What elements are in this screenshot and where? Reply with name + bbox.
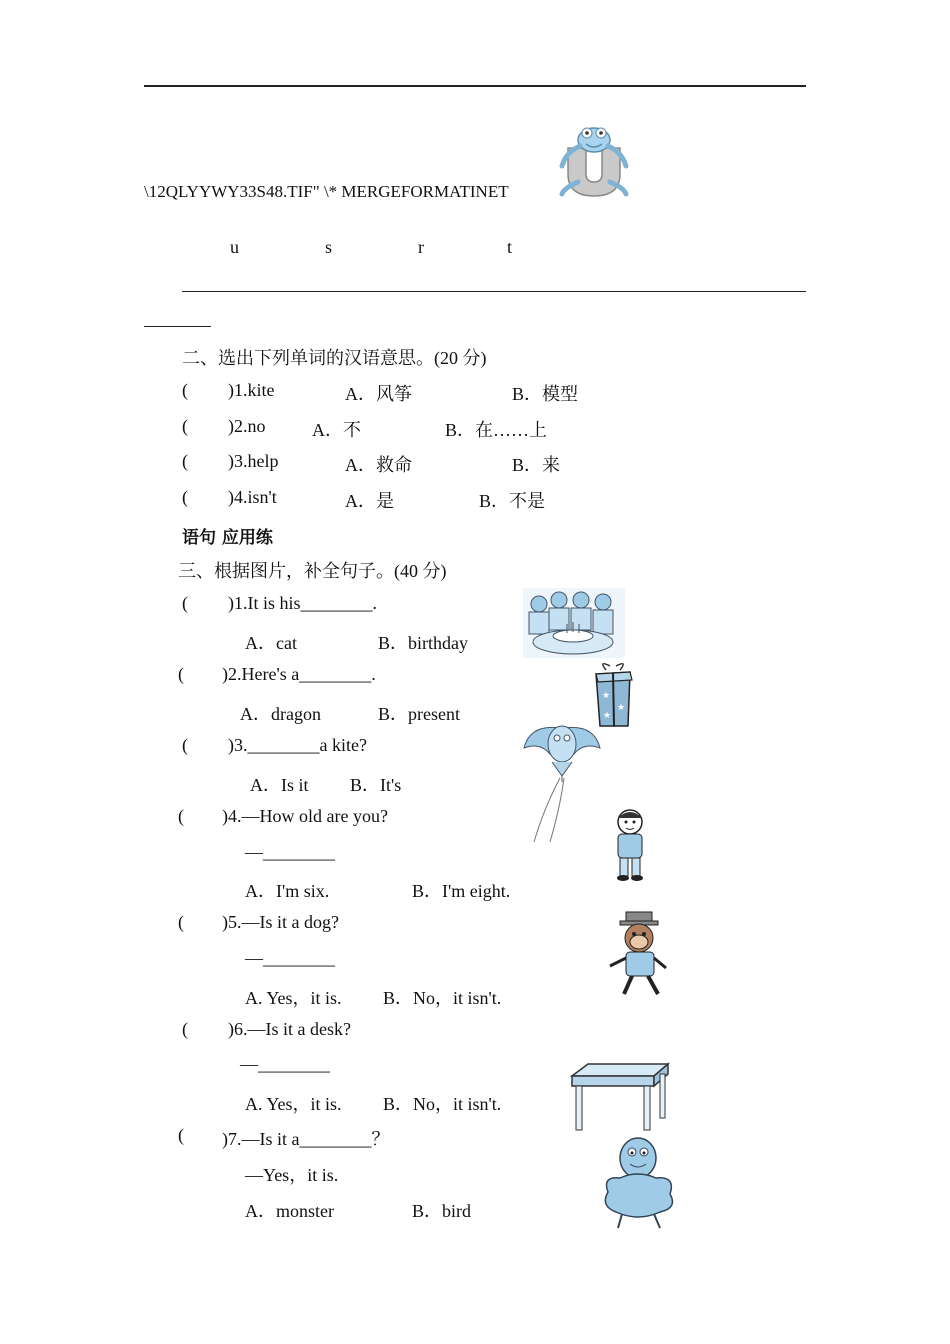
option-b: B．It's (350, 775, 402, 795)
option-a: A．monster (245, 1201, 334, 1221)
letter-u: u (230, 237, 239, 257)
svg-text:★: ★ (617, 702, 626, 712)
question-text: )6.—Is it a desk? (228, 1019, 351, 1039)
option-a: A．救命 (345, 455, 412, 475)
section3-title: 三、根据图片，补全句子。(40 分) (178, 561, 447, 581)
paren: ( (178, 1125, 184, 1145)
paren: ( (182, 380, 188, 400)
letter-r: r (418, 237, 424, 257)
option-b: B．present (378, 704, 460, 724)
paren: ( (178, 664, 184, 684)
top-rule (144, 85, 806, 87)
desk-image (568, 1060, 672, 1136)
boy-image (604, 806, 656, 884)
question-text: )1.kite (228, 380, 275, 400)
field-code-text: \12QLYYWY33S48.TIF" \* MERGEFORMATINET (144, 182, 509, 201)
letter-t: t (507, 237, 513, 257)
option-b: B．birthday (378, 633, 468, 653)
paren: ( (182, 487, 188, 507)
svg-text:★: ★ (603, 710, 612, 720)
paren: ( (182, 416, 188, 436)
answer-line: —________ (245, 842, 335, 862)
question-text: )1.It is his________. (228, 593, 378, 613)
answer-line: —Yes，it is. (245, 1165, 339, 1185)
option-a: A．是 (345, 491, 394, 511)
option-b: B．bird (412, 1201, 472, 1221)
section-heading: 语句 应用练 (182, 528, 273, 548)
birthday-party-image (523, 588, 625, 658)
paren: ( (182, 451, 188, 471)
question-text: )3.help (228, 451, 279, 471)
monkey-image (606, 910, 674, 1000)
bird-kite-image (520, 718, 604, 844)
option-b: B．No，it isn't. (383, 988, 502, 1008)
question-text: )7.—Is it a________？ (222, 1129, 390, 1149)
letter-u-frog-image (556, 122, 632, 198)
option-a: A. Yes，it is. (245, 1094, 342, 1114)
option-b: B．来 (512, 455, 561, 475)
question-text: )5.—Is it a dog? (222, 912, 339, 932)
paren: ( (182, 735, 188, 755)
question-text: )2.Here's a________. (222, 664, 376, 684)
answer-line: —________ (240, 1054, 330, 1074)
option-a: A．cat (245, 633, 297, 653)
section2-title: 二、选出下列单词的汉语意思。(20 分) (182, 348, 487, 368)
paren: ( (178, 806, 184, 826)
option-a: A．I'm six. (245, 881, 330, 901)
question-text: )4.isn't (228, 487, 277, 507)
question-text: )2.no (228, 416, 266, 436)
option-b: B．在……上 (445, 420, 548, 440)
paren: ( (178, 912, 184, 932)
question-text: )3.________a kite? (228, 735, 367, 755)
option-a: A. Yes，it is. (245, 988, 342, 1008)
writing-line (182, 291, 806, 292)
option-a: A．风筝 (345, 384, 412, 404)
option-b: B．模型 (512, 384, 579, 404)
svg-text:★: ★ (602, 690, 611, 700)
option-a: A．dragon (240, 704, 321, 724)
letter-s: s (325, 237, 333, 257)
writing-line-continued (144, 326, 211, 327)
paren: ( (182, 593, 188, 613)
monster-image (598, 1136, 680, 1230)
option-a: A．不 (312, 420, 361, 440)
option-b: B．不是 (479, 491, 546, 511)
option-a: A．Is it (250, 775, 309, 795)
answer-line: —________ (245, 948, 335, 968)
question-text: )4.—How old are you? (222, 806, 388, 826)
option-b: B．I'm eight. (412, 881, 511, 901)
paren: ( (182, 1019, 188, 1039)
option-b: B．No，it isn't. (383, 1094, 502, 1114)
